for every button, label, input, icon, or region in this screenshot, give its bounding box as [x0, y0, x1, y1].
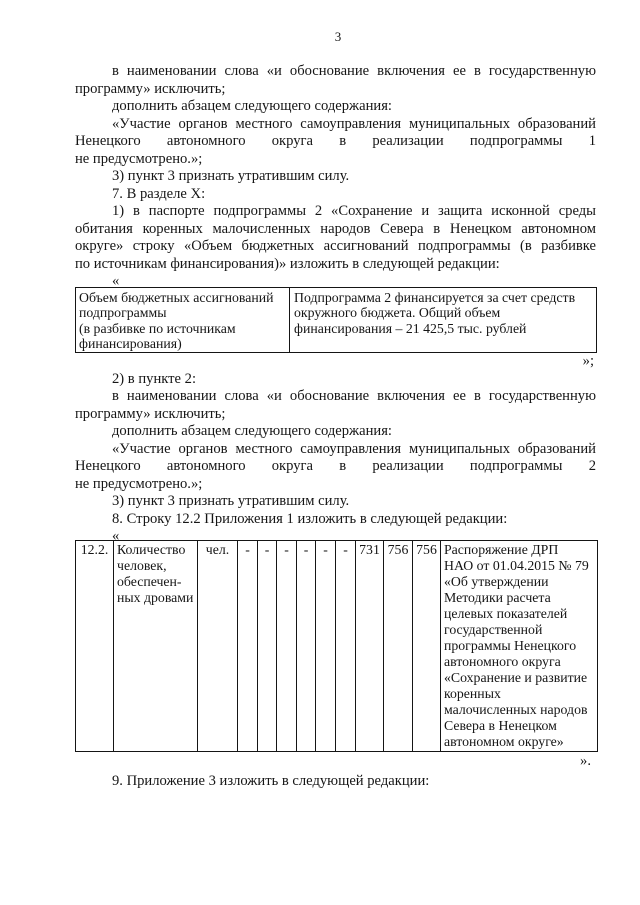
budget-table	[75, 287, 597, 353]
amendment-text-block-2	[75, 353, 596, 546]
cell-value: 756	[416, 542, 437, 557]
value-cell	[336, 541, 356, 752]
cell-line: автономного округа	[444, 654, 561, 669]
text-line: программу» исключить;	[75, 80, 226, 97]
close-quote: »;	[582, 353, 594, 369]
cell-line: Севера в Ненецком	[444, 718, 557, 733]
text-line: Ненецкого автономного округа в реализации подпрограммы 1	[75, 133, 596, 149]
value-cell	[316, 541, 336, 752]
text-line: Ненецкого автономного округа в реализации подпрограммы 2	[75, 458, 596, 474]
text-line: 1) в паспорте подпрограммы 2 «Сохранение и защита исконной среды	[112, 203, 596, 219]
cell-line: программы Ненецкого	[444, 638, 577, 653]
value-cell	[356, 541, 384, 752]
budget-value-cell	[290, 288, 597, 353]
cell-line: подпрограммы	[79, 305, 167, 321]
cell-line: малочисленных народов	[444, 702, 588, 717]
cell-value: 731	[359, 542, 380, 557]
text-line: 7. В разделе X:	[112, 185, 206, 202]
value-cell	[238, 541, 258, 752]
cell-value: -	[264, 542, 270, 557]
cell-value: 756	[387, 542, 409, 557]
text-line: 9. Приложение 3 изложить в следующей редакции:	[112, 773, 430, 789]
cell-line: «Об утверждении	[444, 574, 549, 589]
cell-line: автономном округе»	[444, 734, 564, 749]
cell-line: финансирования – 21 425,5 тыс. рублей	[294, 320, 527, 336]
cell-line: Количество	[117, 542, 186, 557]
value-cell	[277, 541, 297, 752]
cell-line: ных дровами	[117, 590, 194, 605]
indicator-name-cell	[114, 541, 198, 752]
cell-line: Распоряжение ДРП	[444, 542, 559, 557]
text-line: 3) пункт 3 признать утратившим силу.	[112, 168, 350, 184]
text-line: 8. Строку 12.2 Приложения 1 изложить в следующей редакции:	[112, 510, 508, 527]
budget-label-cell	[76, 288, 290, 353]
value-cell	[413, 541, 441, 752]
text-line: не предусмотрено.»;	[75, 150, 203, 167]
unit-value: чел.	[205, 542, 230, 557]
cell-line: обеспечен-	[117, 574, 182, 589]
cell-line: целевых показателей	[444, 606, 568, 621]
text-line: в наименовании слова «и обоснование включения ее в государственную	[112, 63, 596, 79]
cell-line: финансирования)	[79, 335, 182, 351]
cell-line: коренных	[444, 686, 501, 701]
text-line: 3) пункт 3 признать утратившим силу.	[112, 493, 350, 509]
indicator-table	[75, 540, 598, 752]
table-row	[76, 541, 598, 752]
text-line: округе» строку «Объем бюджетных ассигнований подпрограммы (в разбивке	[75, 238, 596, 254]
text-line: дополнить абзацем следующего содержания:	[112, 98, 392, 114]
unit-cell	[198, 541, 238, 752]
value-cell	[297, 541, 316, 752]
cell-value: -	[284, 542, 289, 557]
cell-line: Методики расчета	[444, 590, 551, 605]
text-line: программу» исключить;	[75, 405, 226, 422]
cell-line: (в разбивке по источникам	[79, 320, 236, 336]
open-quote: «	[112, 273, 120, 289]
row-number-cell	[76, 541, 114, 752]
text-line: в наименовании слова «и обоснование включения ее в государственную	[112, 388, 596, 404]
row-number: 12.2.	[80, 542, 109, 557]
cell-value: -	[323, 542, 328, 557]
value-cell	[258, 541, 277, 752]
source-document-cell	[441, 541, 598, 752]
cell-line: человек,	[117, 558, 167, 573]
page-number: 3	[334, 29, 342, 44]
cell-value: -	[343, 542, 348, 557]
text-line: 2) в пункте 2:	[112, 370, 197, 387]
text-line: по источникам финансирования)» изложить в следующей редакции:	[75, 255, 500, 272]
text-line: «Участие органов местного самоуправления муниципальных образований	[112, 115, 596, 132]
text-line: «Участие органов местного самоуправления муниципальных образований	[112, 440, 596, 457]
cell-line: Объем бюджетных ассигнований	[79, 290, 274, 305]
table-row	[76, 288, 597, 353]
cell-value: -	[303, 542, 309, 557]
text-line: дополнить абзацем следующего содержания:	[112, 423, 392, 439]
cell-line: «Сохранение и развитие	[444, 670, 588, 685]
cell-value: -	[245, 542, 250, 557]
text-line: не предусмотрено.»;	[75, 475, 203, 492]
cell-line: Подпрограмма 2 финансируется за счет средств	[294, 290, 576, 305]
amendment-text-block-1	[75, 63, 596, 291]
close-quote: ».	[580, 753, 591, 769]
cell-line: окружного бюджета. Общий объем	[294, 305, 501, 321]
amendment-text-block-3	[75, 753, 596, 791]
cell-line: государственной	[444, 622, 543, 637]
value-cell	[384, 541, 413, 752]
text-line: обитания коренных малочисленных народов Севера в Ненецком автономном	[75, 220, 596, 237]
open-quote: «	[112, 528, 120, 544]
cell-line: НАО от 01.04.2015 № 79	[444, 558, 589, 573]
